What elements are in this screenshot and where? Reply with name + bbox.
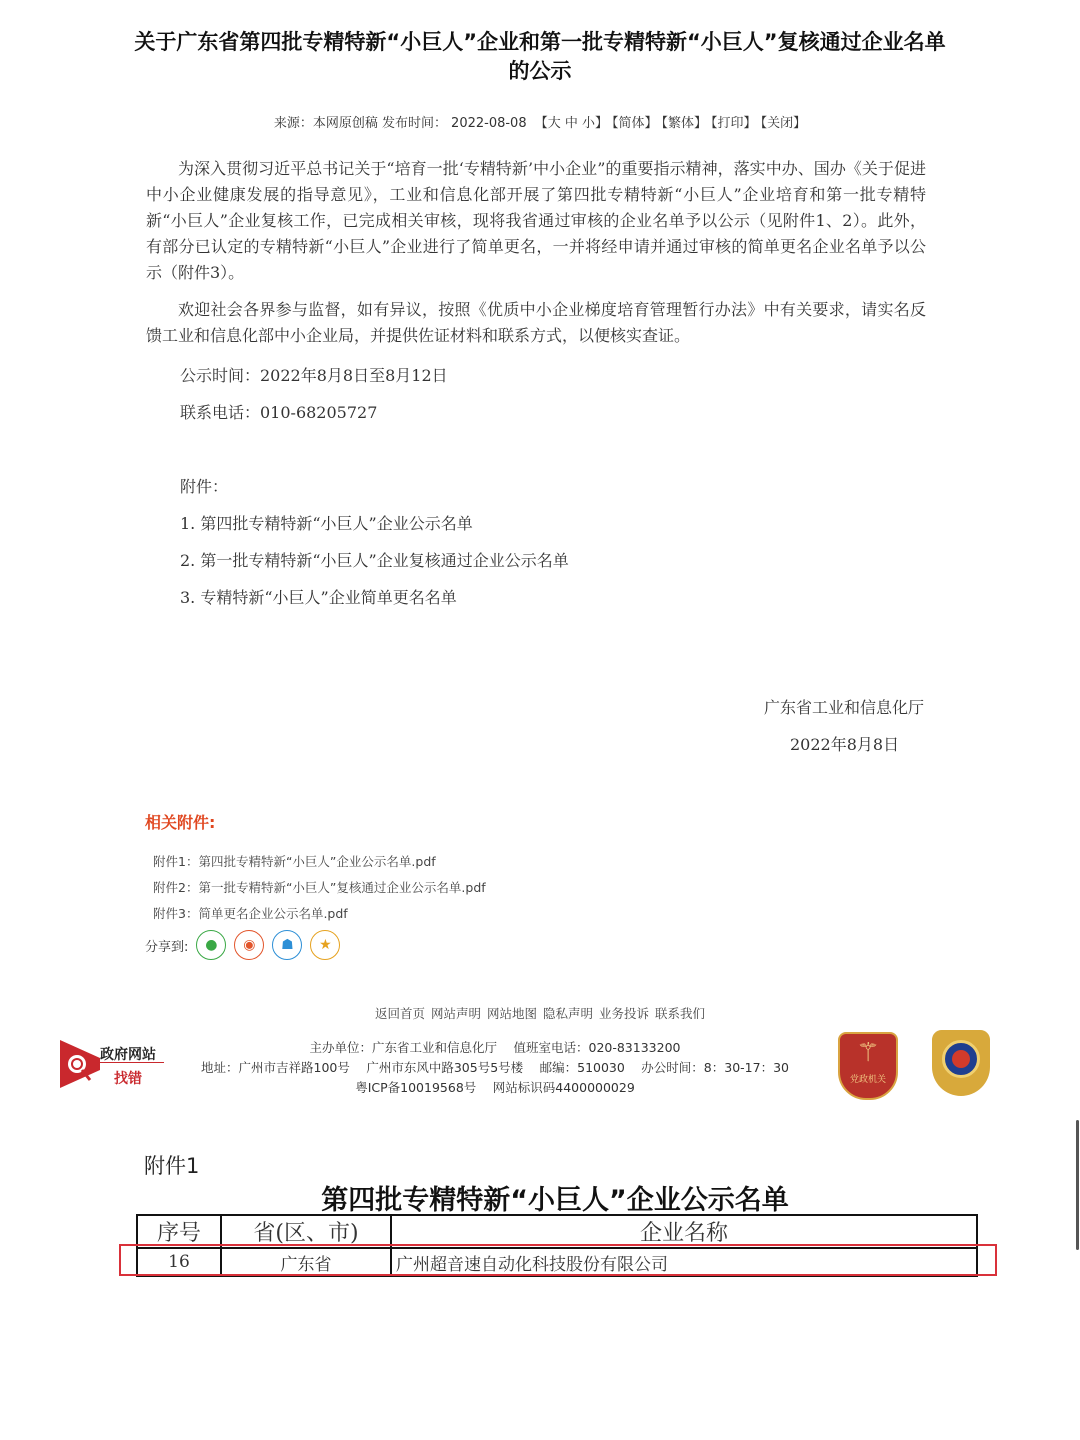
footer-link-contact[interactable]: 联系我们	[654, 1006, 705, 1021]
highlight-box	[119, 1244, 997, 1276]
attachment-file-link[interactable]: 附件1：第四批专精特新“小巨人”企业公示名单.pdf	[153, 854, 436, 869]
cell-company: 广州超音速自动化科技股份有限公司	[391, 1248, 977, 1276]
footer-icp: 粤ICP备10019568号 网站标识码4400000029	[355, 1080, 635, 1095]
share-bar	[145, 930, 340, 960]
footer-links	[0, 1004, 1080, 1022]
attachment-file-link[interactable]: 附件2：第一批专精特新“小巨人”复核通过企业公示名单.pdf	[153, 880, 486, 895]
header-province: 省(区、市)	[221, 1215, 391, 1248]
attachment-item: 1. 第四批专精特新“小巨人”企业公示名单	[180, 514, 473, 533]
attachments-label: 附件：	[180, 477, 229, 496]
magnifier-logo-icon	[60, 1040, 100, 1088]
close-link[interactable]: 【关闭】	[760, 116, 807, 131]
traditional-link[interactable]: 【繁体】	[661, 116, 708, 131]
footer-address: 地址：广州市吉祥路100号 广州市东风中路305号5号楼 邮编：510030 办公时间：8：30-17：30	[201, 1060, 789, 1075]
paragraph-2: 欢迎社会各界参与监督，如有异议，按照《优质中小企业梯度培育管理暂行办法》中有关要求，请实名反馈工业和信息化部中小企业局，并提供佐证材料和联系方式，以便核实查证。	[146, 300, 926, 345]
share-label: 分享到:	[145, 939, 189, 955]
logo-text: 政府网站	[100, 1047, 156, 1063]
header-index: 序号	[137, 1215, 221, 1248]
scrollbar[interactable]	[1076, 1120, 1079, 1250]
emblem-icon: ⚚	[856, 1038, 880, 1068]
footer-link-complaint[interactable]: 业务投诉	[598, 1006, 649, 1021]
footer-link-statement[interactable]: 网站声明	[430, 1006, 481, 1021]
publish-date: 2022-08-08	[451, 116, 527, 131]
logo-text: 找错	[114, 1071, 142, 1087]
cell-index: 16	[137, 1248, 221, 1276]
header-company: 企业名称	[391, 1215, 977, 1248]
footer-link-sitemap[interactable]: 网站地图	[486, 1006, 537, 1021]
police-badge-icon[interactable]	[932, 1030, 990, 1096]
wechat-icon[interactable]: ●	[196, 930, 226, 960]
paragraph-1: 为深入贯彻习近平总书记关于“培育一批‘专精特新’中小企业”的重要指示精神，落实中办、国办《关于促进中小企业健康发展的指导意见》，工业和信息化部开展了第四批专精特新“小巨人”企业培育和第一批专精特新“小巨人”企业复核工作，已完成相关审核，现将我省通过审核的企业名单予以公示（见附件1、2）。此外，有部分已认定的专精特新“小巨人”企业进行了简单更名，一并将经申请并通过审核的简单更名企业名单予以公示（附件3）。	[146, 159, 926, 282]
doc-attachment-label: 附件1	[144, 1154, 200, 1178]
article-meta	[0, 112, 1080, 131]
related-attachments-label: 相关附件:	[145, 813, 216, 832]
print-link[interactable]: 【打印】	[711, 116, 757, 131]
contact-phone: 联系电话：010-68205727	[180, 403, 378, 422]
weibo-icon[interactable]: ◉	[234, 930, 264, 960]
cell-province: 广东省	[221, 1248, 391, 1276]
simplified-link[interactable]: 【简体】	[612, 116, 658, 131]
footer-link-privacy[interactable]: 隐私声明	[542, 1006, 593, 1021]
attachment-file-link[interactable]: 附件3：简单更名企业公示名单.pdf	[153, 906, 348, 921]
sign-date: 2022年8月8日	[790, 735, 900, 754]
footer-link-home[interactable]: 返回首页	[374, 1006, 425, 1021]
party-gov-badge[interactable]	[838, 1032, 898, 1100]
article-title: 关于广东省第四批专精特新“小巨人”企业和第一批专精特新“小巨人”复核通过企业名单的公示	[134, 30, 946, 83]
signer: 广东省工业和信息化厅	[764, 698, 925, 717]
badge-text: 党政机关	[849, 1075, 886, 1085]
notice-period: 公示时间：2022年8月8日至8月12日	[180, 366, 448, 385]
font-size-switch[interactable]: 【大 中 小】	[534, 116, 609, 131]
qzone-icon[interactable]: ★	[310, 930, 340, 960]
footer-host: 主办单位：广东省工业和信息化厅 值班室电话：020-83133200	[309, 1040, 681, 1055]
attachment-item: 3. 专精特新“小巨人”企业简单更名名单	[180, 588, 457, 607]
doc-table-title: 第四批专精特新“小巨人”企业公示名单	[321, 1185, 789, 1216]
source-text: 来源：本网原创稿 发布时间：	[273, 116, 448, 131]
attachment-item: 2. 第一批专精特新“小巨人”企业复核通过企业公示名单	[180, 551, 569, 570]
qq-icon[interactable]: ☗	[272, 930, 302, 960]
